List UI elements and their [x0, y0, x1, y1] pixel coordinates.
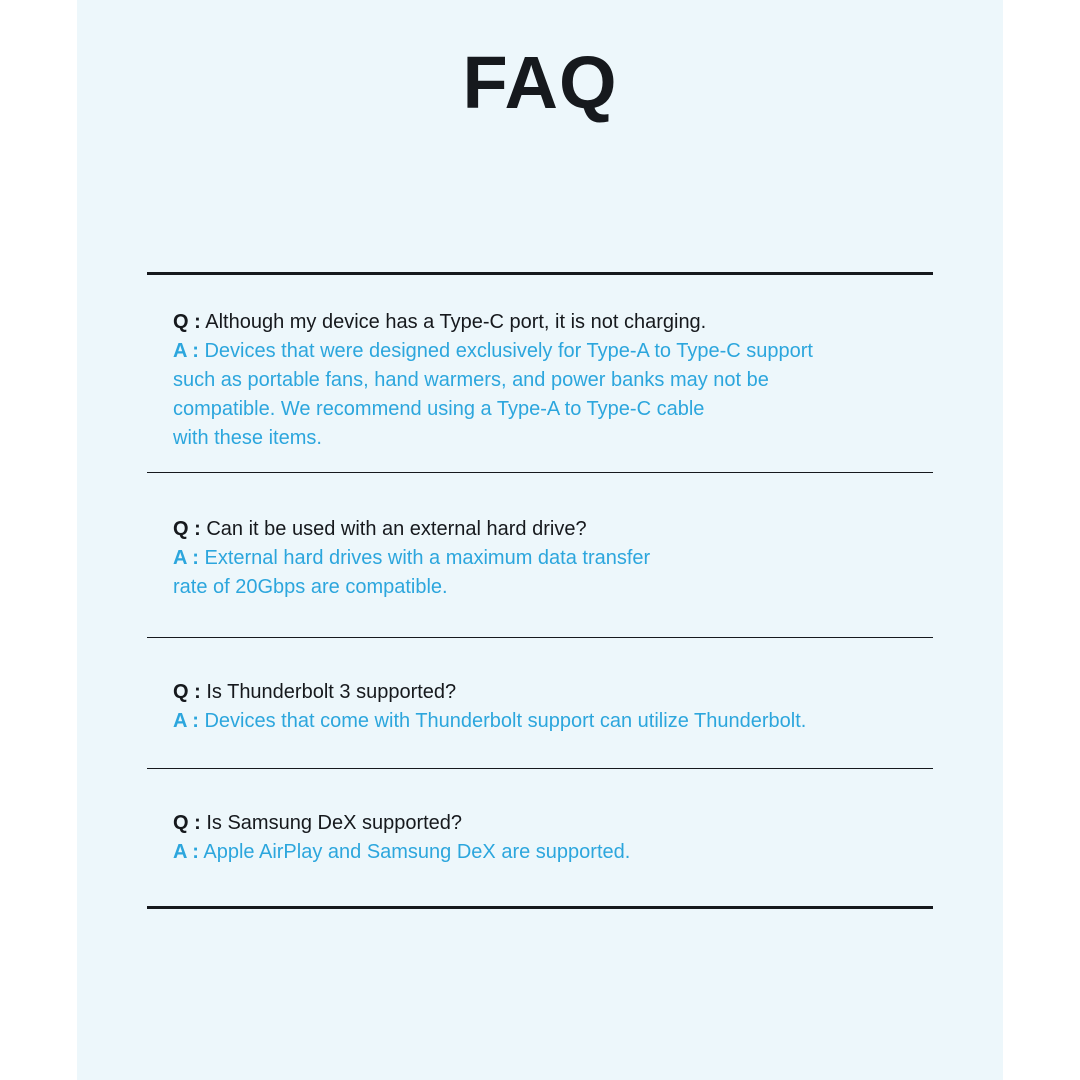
question-prefix: Q :: [173, 812, 201, 834]
question-prefix: Q :: [173, 681, 201, 703]
faq-question: [173, 678, 933, 707]
question-prefix: Q :: [173, 518, 201, 540]
answer-line: [173, 337, 933, 366]
answer-text: Devices that come with Thunderbolt support can utilize Thunderbolt.: [204, 710, 807, 732]
answer-text: Apple AirPlay and Samsung DeX are supported.: [203, 841, 631, 863]
answer-prefix: A :: [173, 710, 199, 732]
faq-item: [147, 472, 933, 637]
faq-answer: [173, 838, 933, 867]
faq-list: [147, 272, 933, 909]
answer-line: rate of 20Gbps are compatible.: [173, 576, 448, 598]
faq-question: [173, 515, 933, 544]
faq-answer: [173, 337, 933, 453]
answer-prefix: A :: [173, 340, 199, 362]
faq-answer: [173, 544, 933, 602]
question-text: Is Samsung DeX supported?: [206, 812, 463, 834]
page-title: FAQ: [462, 41, 618, 124]
faq-item: [147, 768, 933, 906]
faq-answer: [173, 707, 933, 736]
answer-prefix: A :: [173, 547, 199, 569]
question-text: Is Thunderbolt 3 supported?: [206, 681, 457, 703]
question-text: Can it be used with an external hard drive?: [206, 518, 587, 540]
answer-text: External hard drives with a maximum data transfer: [204, 547, 651, 569]
answer-prefix: A :: [173, 841, 199, 863]
faq-item: [147, 637, 933, 768]
answer-line: [173, 707, 933, 736]
answer-line: [173, 838, 933, 867]
answer-line: compatible. We recommend using a Type-A to Type-C cable: [173, 398, 705, 420]
faq-question: [173, 308, 933, 337]
question-text: Although my device has a Type-C port, it is not charging.: [205, 311, 707, 333]
answer-line: with these items.: [173, 427, 322, 449]
question-prefix: Q :: [173, 311, 201, 333]
answer-line: [173, 544, 933, 573]
answer-text: Devices that were designed exclusively for Type-A to Type-C support: [204, 340, 813, 362]
faq-question: [173, 809, 933, 838]
faq-item: [147, 272, 933, 472]
answer-line: such as portable fans, hand warmers, and power banks may not be: [173, 369, 769, 391]
